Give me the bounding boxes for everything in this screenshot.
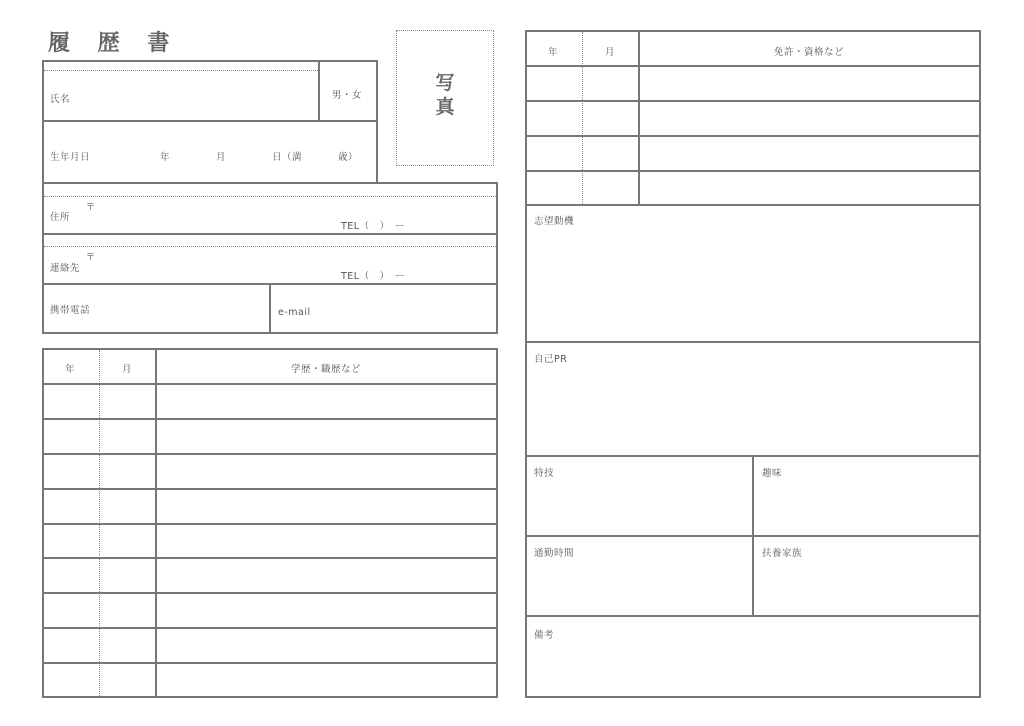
dependents-label: 扶養家族 — [762, 548, 803, 559]
mobile-email-divider — [269, 283, 271, 334]
education-row-line — [42, 662, 498, 664]
mobile-label: 携帯電話 — [50, 305, 91, 316]
licenses-row-line — [525, 135, 981, 137]
education-row-line — [42, 383, 498, 385]
birth-month-label: 月 — [216, 152, 227, 163]
remarks-label: 備考 — [534, 630, 555, 641]
education-row-line — [42, 592, 498, 594]
address-postal-mark: 〒 — [86, 203, 96, 213]
name-birth-divider — [42, 120, 378, 122]
motivation-divider — [525, 341, 981, 343]
licenses-header-year: 年 — [547, 47, 559, 58]
contact-postal-mark: 〒 — [86, 253, 96, 263]
email-label: e-mail — [278, 307, 311, 318]
education-row-line — [42, 627, 498, 629]
licenses-month-divider — [638, 30, 640, 206]
education-row-line — [42, 557, 498, 559]
name-label: 氏名 — [50, 94, 71, 105]
self-pr-label: 自己PR — [534, 354, 568, 365]
photo-label-line2: 真 — [435, 96, 455, 118]
photo-label-line1: 写 — [435, 72, 455, 94]
address-divider — [42, 233, 498, 235]
motivation-label: 志望動機 — [534, 216, 575, 227]
licenses-header-month: 月 — [604, 47, 616, 58]
birth-day-label: 日（満 — [272, 152, 303, 163]
contact-tel-label: TEL（ ） ー — [341, 271, 405, 282]
licenses-header-qualifications: 免許・資格など — [773, 47, 845, 58]
education-header-month: 月 — [121, 364, 133, 375]
birth-label: 生年月日 — [50, 152, 91, 163]
split-divider — [752, 455, 754, 617]
education-row-line — [42, 453, 498, 455]
education-row-line — [42, 523, 498, 525]
hobbies-label: 趣味 — [762, 468, 783, 479]
furigana-line — [44, 70, 318, 71]
gender-label[interactable]: 男・女 — [332, 90, 363, 101]
education-row-line — [42, 418, 498, 420]
contact-furigana-line — [44, 246, 496, 247]
education-row-line — [42, 488, 498, 490]
photo-area — [396, 30, 494, 166]
education-header-history: 学歴・職歴など — [290, 364, 362, 375]
address-label: 住所 — [50, 212, 71, 223]
contact-label: 連絡先 — [50, 263, 81, 274]
address-furigana-line — [44, 196, 496, 197]
photo-label — [397, 71, 493, 119]
name-birth-box — [42, 60, 378, 184]
address-tel-label: TEL（ ） ー — [341, 221, 405, 232]
birth-age-label: 歳） — [338, 152, 359, 163]
licenses-row-line — [525, 65, 981, 67]
education-header-year: 年 — [64, 364, 76, 375]
page-title: 履 歴 書 — [48, 31, 180, 56]
licenses-year-divider — [582, 32, 583, 204]
gender-divider — [318, 60, 320, 121]
licenses-row-line — [525, 170, 981, 172]
licenses-table-frame — [525, 30, 981, 206]
right-sections-frame — [525, 204, 981, 698]
commute-label: 通勤時間 — [534, 548, 575, 559]
skills-label: 特技 — [534, 468, 555, 479]
licenses-row-line — [525, 100, 981, 102]
birth-year-label: 年 — [160, 152, 171, 163]
